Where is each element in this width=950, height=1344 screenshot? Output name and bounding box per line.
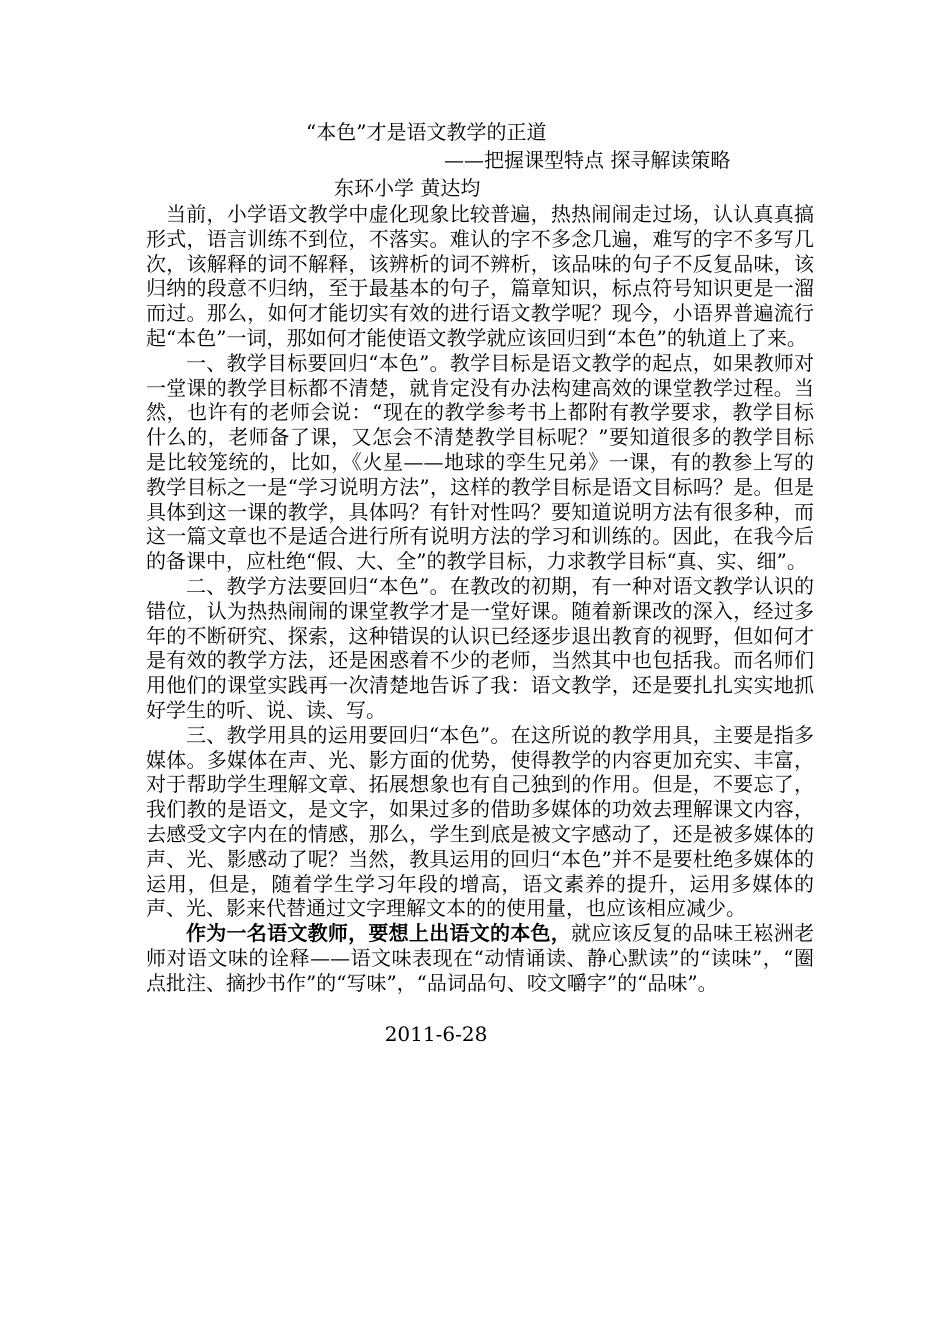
paragraph-intro: 当前，小学语文教学中虚化现象比较普遍，热热闹闹走过场，认认真真搞形式，语言训练不到位，不落实。难认的字不多念几遍，难写的字不多写几次，该解释的词不解释，该辨析的词不辨析，该品味的句子不反复品味，该归纳的段意不归纳，至于最基本的句子，篇章知识，标点符号知识更是一溜而过。那么，如何才能切实有效的进行语文教学呢？现今，小语界普遍流行起“本色”一词，那如何才能使语文教学就应该回归到“本色”的轨道上了来。 — [146, 202, 814, 350]
paragraph-teaching-methods: 二、教学方法要回归“本色”。在教改的初期，有一种对语文教学认识的错位，认为热热闹闹的课堂教学才是一堂好课。随着新课改的深入，经过多年的不断研究、探索，这种错误的认识已经逐步退出教育的视野，但如何才是有效的教学方法，还是困惑着不少的老师，当然其中也包括我。而名师们用他们的课堂实践再一次清楚地告诉了我：语文教学，还是要扎扎实实地抓好学生的听、说、读、写。 — [146, 573, 814, 722]
conclusion-text: 就应该反复的品味王崧洲老师对语文味的诠释——语文味表现在“动情诵读、静心默读”的“读味”，“圈点批注、摘抄书作”的“写味”，“品词品句、咬文嚼字”的“品味”。 — [146, 921, 815, 995]
document-date: 2011-6-28 — [384, 1021, 488, 1046]
paragraph-teaching-tools: 三、教学用具的运用要回归“本色”。在这所说的教学用具，主要是指多媒体。多媒体在声、光、影方面的优势，使得教学的内容更加充实、丰富，对于帮助学生理解文章、拓展想象也有自己独到的作用。但是，不要忘了，我们教的是语文，是文字，如果过多的借助多媒体的功效去理解课文内容，去感受文字内在的情感，那么，学生到底是被文字感动了，还是被多媒体的声、光、影感动了呢？当然，教具运用的回归“本色”并不是要杜绝多媒体的运用，但是，随着学生学习年段的增高，语文素养的提升，运用多媒体的声、光、影来代替通过文字理解文本的的使用量，也应该相应减少。 — [146, 722, 814, 921]
paragraph-conclusion — [146, 921, 814, 995]
document-title: “本色”才是语文教学的正道 — [306, 120, 547, 144]
document-author: 东环小学 黄达均 — [334, 176, 481, 200]
document-body — [146, 202, 814, 996]
document-subtitle: ——把握课型特点 探寻解读策略 — [444, 148, 731, 172]
paragraph-teaching-goals: 一、教学目标要回归“本色”。教学目标是语文教学的起点，如果教师对一堂课的教学目标都不清楚，就肯定没有办法构建高效的课堂教学过程。当然，也许有的老师会说：“现在的教学参考书上都附有教学要求，教学目标什么的，老师备了课，又怎会不清楚教学目标呢？”要知道很多的教学目标是比较笼统的，比如，《火星——地球的孪生兄弟》一课，有的教参上写的教学目标之一是“学习说明方法”，这样的教学目标是语文目标吗？是。但是具体到这一课的教学，具体吗？有针对性吗？要知道说明方法有很多种，而这一篇文章也不是适合进行所有说明方法的学习和训练的。因此，在我今后的备课中，应杜绝“假、大、全”的教学目标，力求教学目标“真、实、细”。 — [146, 350, 814, 574]
conclusion-bold-lead: 作为一名语文教师，要想上出语文的本色， — [186, 921, 572, 946]
document-page — [146, 118, 814, 1048]
